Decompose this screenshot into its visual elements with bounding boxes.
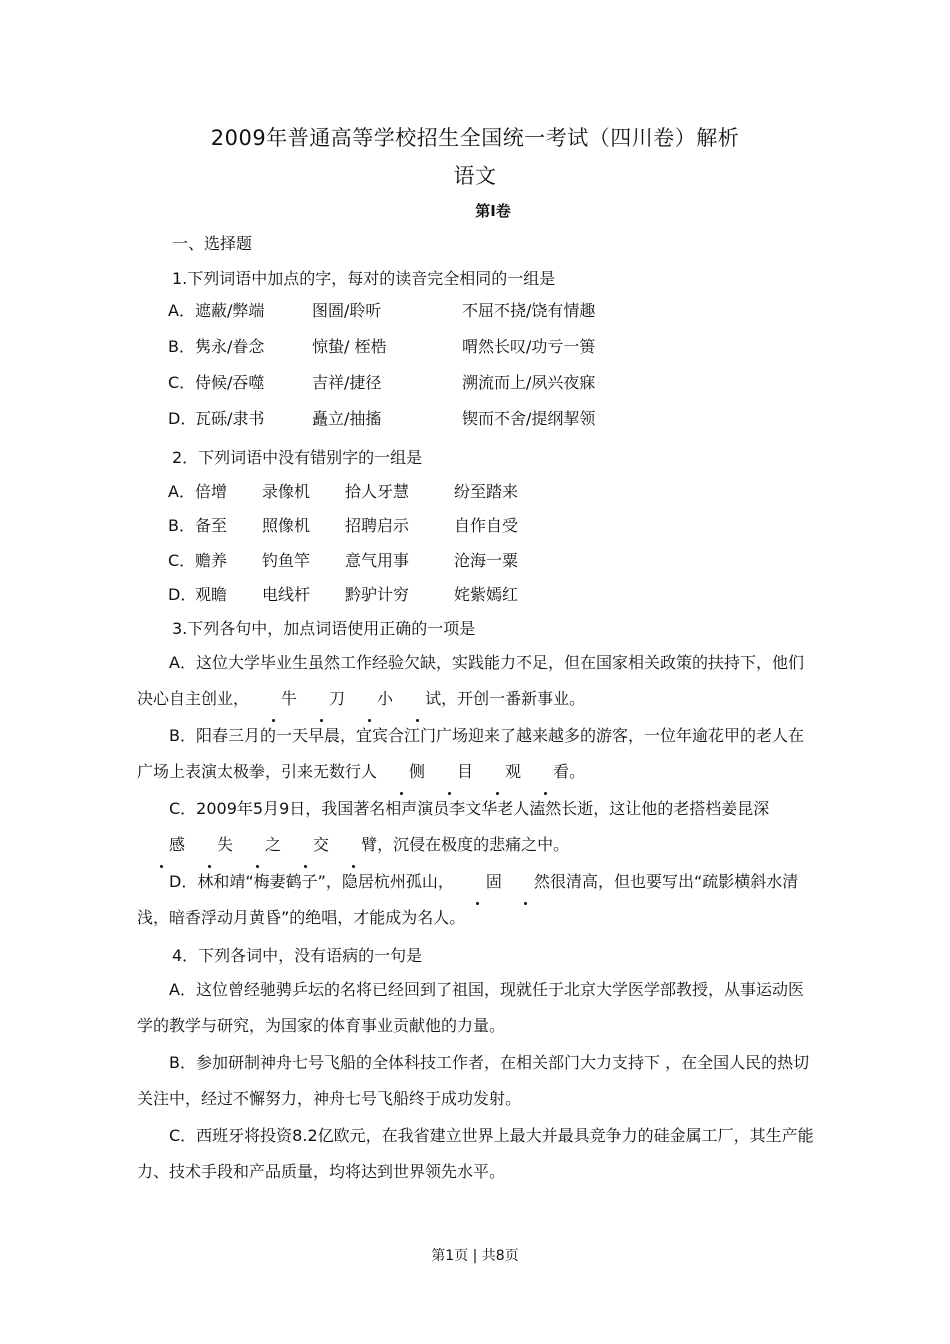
emphasis-char: 小: [345, 681, 393, 717]
q3-stem: 3.下列各句中，加点词语使用正确的一项是: [172, 619, 476, 638]
q4-stem: 4．下列各词中，没有语病的一句是: [172, 946, 423, 965]
volume-heading: 第Ⅰ卷: [475, 202, 511, 220]
emphasis-char: 臂: [329, 827, 377, 863]
emphasis-char: 试: [393, 681, 441, 717]
emphasis-char: 刀: [297, 681, 345, 717]
dotted-phrase: [249, 689, 441, 708]
document-title: 2009年普通高等学校招生全国统一考试（四川卷）解析: [210, 126, 740, 150]
dotted-phrase: [454, 872, 550, 891]
emphasis-char: 失: [185, 827, 233, 863]
q4-option-a: A．这位曾经驰骋乒坛的名将已经回到了祖国，现就任于北京大学医学部教授，从事运动医学的教学与研究，为国家的体育事业贡献他的力量。: [137, 980, 804, 1035]
dotted-phrase: [137, 835, 377, 854]
page-footer: 第1页 | 共8页: [431, 1248, 519, 1264]
emphasis-char: 之: [233, 827, 281, 863]
section-heading: 一、选择题: [172, 234, 253, 253]
emphasis-char: 然: [502, 864, 550, 900]
document-subject: 语文: [453, 164, 497, 188]
q3-option-d: D．林和靖“梅妻鹤子”，隐居杭州孤山， 固 然很清高，但也要写出“疏影横斜水清浅，暗香浮动月黄昏”的绝唱，才能成为名人。: [137, 864, 817, 936]
emphasis-char: 感: [137, 827, 185, 863]
q3-option-a: A．这位大学毕业生虽然工作经验欠缺，实践能力不足，但在国家相关政策的扶持下，他们决心自主创业， 牛 刀 小 试，开创一番新事业。: [137, 645, 817, 717]
emphasis-char: 固: [454, 864, 502, 900]
dotted-phrase: [377, 762, 569, 781]
emphasis-char: 看: [521, 754, 569, 790]
emphasis-char: 交: [281, 827, 329, 863]
emphasis-char: 侧: [377, 754, 425, 790]
q4-option-c: C．西班牙将投资8.2亿欧元，在我省建立世界上最大并最具竞争力的硅金属工厂，其生产能力、技术手段和产品质量，均将达到世界领先水平。: [137, 1126, 814, 1181]
document-page: 2009年普通高等学校招生全国统一考试（四川卷）解析 语文 第Ⅰ卷 一、选择题 1.下列词语中加点的字，每对的读音完全相同的一组是 A． 遮蔽/弊端 图圄/聆听 不屈不挠/饶有情趣 B． 隽永/眷念 惊蛰/ 桎梏 喟然长叹/功亏一篑 C． 侍候/吞噬 吉祥/捷径 溯流而上/夙兴夜寐 D． 瓦砾/隶书 矗立/抽搐 锲而不舍/提纲挈领 2．下列词语中没有错别字的一组是 A． 倍增 录像机 拾人牙慧 纷至踏来 B． 备至 照像机 招聘启示 自作自受 C． 赡养 钓鱼竿 意气用事 沧海一粟 D． 观瞻 电线杆 黔驴计穷 姹紫嫣红 3.下列各句中，加点词语使用正确的一项是 A．这位大学毕业生虽然工作经验欠缺，实践能力不足，但在国家相关政策的扶持下，他们决心自主创业， 牛 刀 小 试，开创一番新事业。 B．阳春三月的一天早晨，宜宾合江门广场迎来了越来越多的游客，一位年逾花甲的老人在广场上表演太极拳，引来无数行人 侧 目 观 看。 C．2009年5月9日，我国著名相声演员李文华老人溘然长逝，这让他的老搭档姜昆深感 失 之 交 臂，沉侵在极度的悲痛之中。 D．林和靖“梅妻鹤子”，隐居杭州孤山， 固 然很清高，但也要写出“疏影横斜水清浅，暗香浮动月黄昏”的绝唱，才能成为名人。 4．下列各词中，没有语病的一句是 A．这位曾经驰骋乒坛的名将已经回到了祖国，现就任于北京大学医学部教授，从事运动医学的教学与研究，为国家的体育事业贡献他的力量。 B．参加研制神舟七号飞船的全体科技工作者，在相关部门大力支持下 ，在全国人民的热切关注中，经过不懈努力，神舟七号飞船终于成功发射。 C．西班牙将投资8.2亿欧元，在我省建立世界上最大并最具竞争力的硅金属工厂，其生产能力、技术手段和产品质量，均将达到世界领先水平。 第1页 | 共8页: [0, 0, 950, 1344]
emphasis-char: 观: [473, 754, 521, 790]
q3-option-b: B．阳春三月的一天早晨，宜宾合江门广场迎来了越来越多的游客，一位年逾花甲的老人在广场上表演太极拳，引来无数行人 侧 目 观 看。: [137, 718, 817, 790]
emphasis-char: 牛: [249, 681, 297, 717]
q1-stem: 1.下列词语中加点的字，每对的读音完全相同的一组是: [172, 269, 556, 288]
emphasis-char: 目: [425, 754, 473, 790]
q3-option-c: C．2009年5月9日，我国著名相声演员李文华老人溘然长逝，这让他的老搭档姜昆深感 失 之 交 臂，沉侵在极度的悲痛之中。: [137, 791, 817, 863]
q4-option-b: B．参加研制神舟七号飞船的全体科技工作者，在相关部门大力支持下 ，在全国人民的热切关注中，经过不懈努力，神舟七号飞船终于成功发射。: [137, 1053, 810, 1108]
q2-stem: 2．下列词语中没有错别字的一组是: [172, 448, 423, 467]
